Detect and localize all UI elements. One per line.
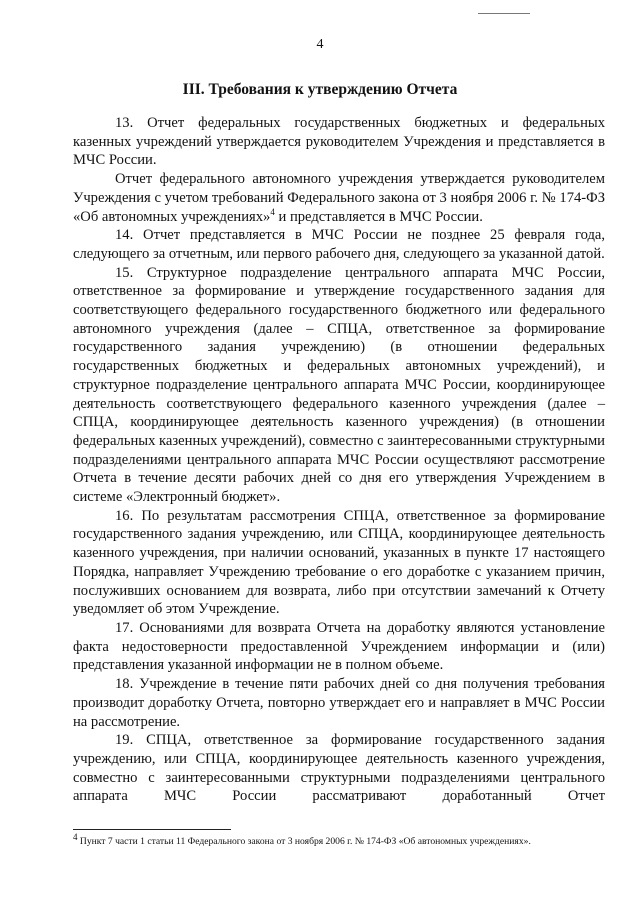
paragraph-13-autonomous [73,170,605,226]
footnote-mark: 4 [73,831,78,842]
paragraph-16: 16. По результатам рассмотрения СПЦА, ответственное за формирование государственного задания учреждению, или СПЦА, координирующее деятельность казенного учреждения, при наличии оснований, указанных в пункте 17 настоящего Порядка, направляет Учреждению требование о его доработке с указанием причин, послуживших основанием для возврата, либо при отсутствии замечаний к Отчету уведомляет об этом Учреждение. [73,507,605,618]
paragraph-17: 17. Основаниями для возврата Отчета на доработку являются установление факта недостоверности предоставленной Учреждением информации и (или) представления указанной информации не в полном объеме. [73,619,605,674]
footnote [73,831,613,848]
paragraph-text: Отчет федерального автономного учреждения утверждается руководителем Учреждения с учетом требований Федерального закона от 3 ноября 2006 г. № 174-ФЗ «Об автономных учреждениях» [73,171,605,225]
paragraph-19: 19. СПЦА, ответственное за формирование государственного задания учреждению, или СПЦА, координирующее деятельность казенного учреждения, совместно с заинтересованными структурными подразделениями центрального аппарата МЧС России рассматривают доработанный Отчет [73,732,605,805]
scan-mark [478,13,530,14]
section-title: III. Требования к утверждению Отчета [182,81,458,98]
footnote-text: Пункт 7 части 1 статьи 11 Федерального закона от 3 ноября 2006 г. № 174-ФЗ «Об автономных учреждениях». [79,836,531,847]
paragraph-13: 13. Отчет федеральных государственных бюджетных и федеральных казенных учреждений утверждается руководителем Учреждения и представляется в МЧС России. [73,115,605,169]
paragraph-15: 15. Структурное подразделение центрального аппарата МЧС России, ответственное за формирование и утверждение государственного задания для соответствующего федерального государственного бюджетного или федерального автономного учреждения (далее – СПЦА, ответственное за формирование государственного задания учреждению) (в отношении федеральных государственных бюджетных и федеральных автономных учреждений), и структурное подразделение центрального аппарата МЧС России, координирующее деятельность соответствующего федерального казенного учреждения (далее – СПЦА, координирующее деятельность казенного учреждения) (в отношении федеральных казенных учреждений), совместно с заинтересованными структурными подразделениями центрального аппарата МЧС России осуществляют рассмотрение Отчета в течение десяти рабочих дней со дня его утверждения Учреждением в системе «Электронный бюджет». [73,264,605,506]
footnote-reference: 4 [270,206,275,217]
paragraph-18: 18. Учреждение в течение пяти рабочих дней со дня получения требования производит доработку Отчета, повторно утверждает его и направляет в МЧС России на рассмотрение. [73,676,605,730]
paragraph-14: 14. Отчет представляется в МЧС России не позднее 25 февраля года, следующего за отчетным, или первого рабочего дня, следующего за указанной датой. [73,227,605,262]
footnote-divider [73,829,231,830]
document-body [73,114,605,806]
paragraph-text-tail: и представляется в МЧС России. [274,208,483,225]
page-number: 4 [316,37,324,52]
